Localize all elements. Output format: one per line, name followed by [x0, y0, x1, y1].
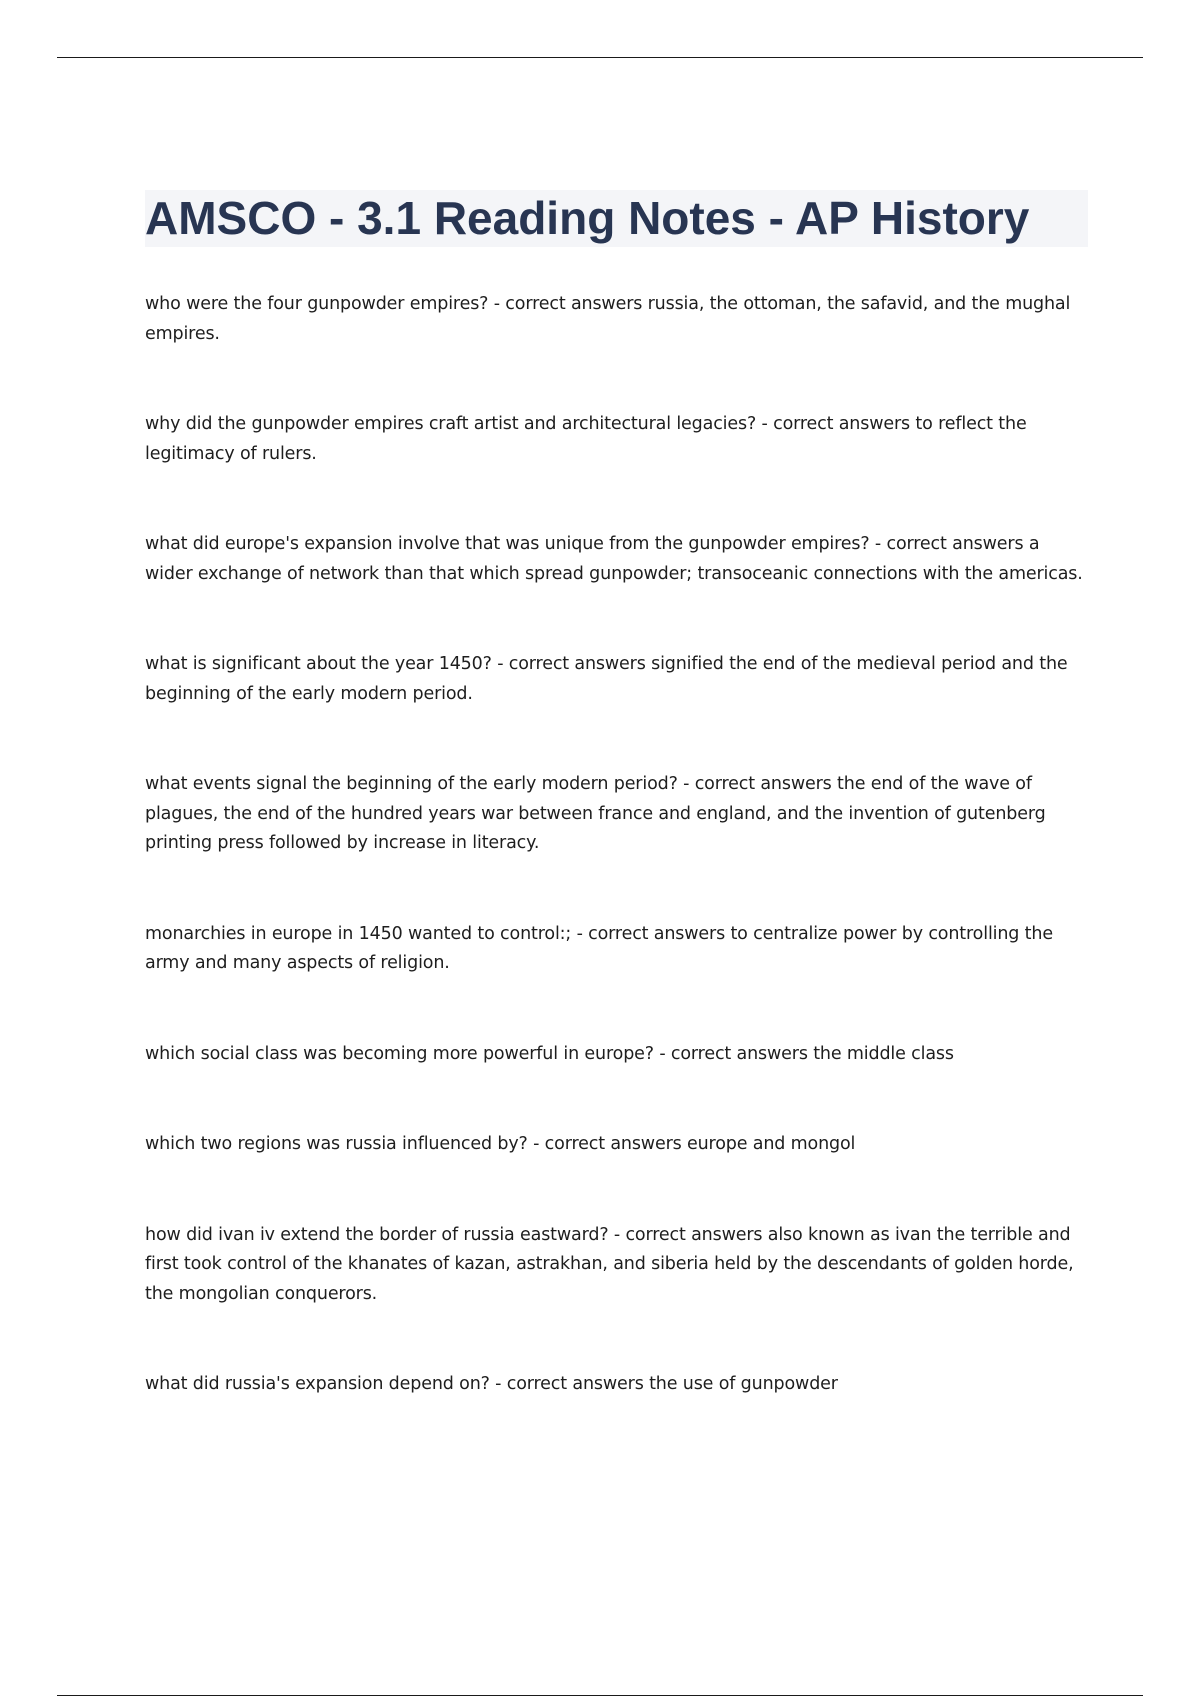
qa-entry-10: what did russia's expansion depend on? - correct answers the use of gunpowder	[145, 1374, 838, 1394]
top-rule	[57, 57, 1143, 58]
qa-entry-6: monarchies in europe in 1450 wanted to control:; - correct answers to centralize power by controlling the army and many aspects of religion.	[145, 923, 1053, 973]
title-block	[145, 190, 1088, 247]
qa-entry-9: how did ivan iv extend the border of russia eastward? - correct answers also known as ivan the terrible and first took control of the khanates of kazan, astrakhan, and siberia held by the descendants of golden horde, the mongolian conquerors.	[145, 1224, 1074, 1304]
qa-entry-1: who were the four gunpowder empires? - correct answers russia, the ottoman, the safavid, and the mughal empires.	[145, 294, 1071, 344]
qa-entry-5: what events signal the beginning of the early modern period? - correct answers the end of the wave of plagues, the end of the hundred years war between france and england, and the invention of gutenberg printing press followed by increase in literacy.	[145, 774, 1046, 853]
bottom-rule	[57, 1695, 1143, 1696]
qa-entry-3: what did europe's expansion involve that was unique from the gunpowder empires? - correct answers a wider exchange of network than that which spread gunpowder; transoceanic connections with the americas.	[145, 534, 1083, 584]
qa-entry-2: why did the gunpowder empires craft artist and architectural legacies? - correct answers to reflect the legitimacy of rulers.	[145, 414, 1027, 464]
page-title: AMSCO - 3.1 Reading Notes - AP History	[145, 192, 1030, 244]
qa-entry-4: what is significant about the year 1450? - correct answers signified the end of the medieval period and the beginning of the early modern period.	[145, 654, 1068, 704]
qa-list	[145, 290, 1090, 1461]
qa-entry-8: which two regions was russia influenced by? - correct answers europe and mongol	[145, 1134, 856, 1154]
qa-entry-7: which social class was becoming more powerful in europe? - correct answers the middle class	[145, 1043, 954, 1064]
